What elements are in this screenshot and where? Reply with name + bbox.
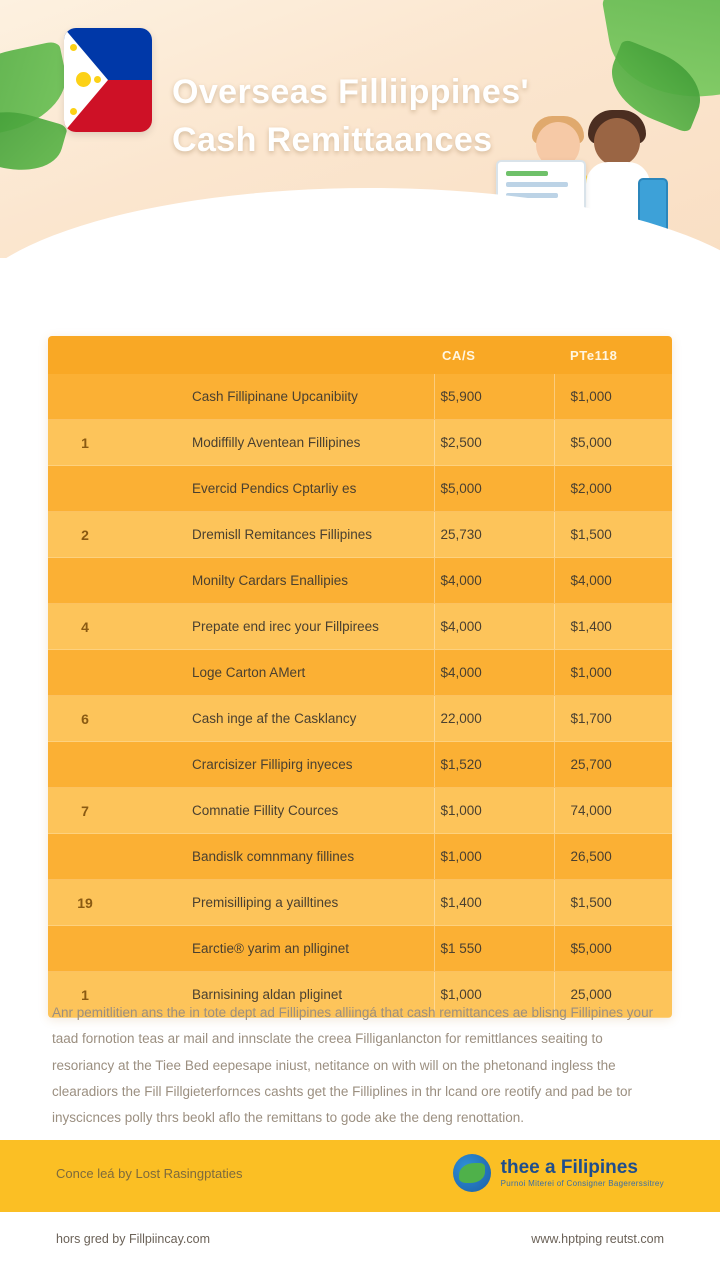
column-header-name bbox=[122, 336, 434, 374]
cell-cas: $5,900 bbox=[434, 374, 554, 420]
cell-rank bbox=[48, 926, 122, 972]
flag-star-icon bbox=[70, 44, 77, 51]
table-row bbox=[48, 696, 672, 742]
page-title-line2: Cash Remittaances bbox=[172, 121, 493, 160]
cell-name: Barnisining aldan pliginet bbox=[122, 972, 434, 1018]
cell-name: Evercid Pendics Cptarliy es bbox=[122, 466, 434, 512]
table-row bbox=[48, 788, 672, 834]
footer-url[interactable]: www.hptping reutst.com bbox=[531, 1232, 664, 1246]
table-row bbox=[48, 420, 672, 466]
cell-cas: $1,000 bbox=[434, 788, 554, 834]
cell-pte: $4,000 bbox=[554, 558, 672, 604]
remittances-table bbox=[48, 336, 672, 1018]
cell-rank bbox=[48, 558, 122, 604]
cell-name: Prepate end irec your Fillpirees bbox=[122, 604, 434, 650]
table-row bbox=[48, 604, 672, 650]
cell-name: Crarcisizer Fillipirg inyeces bbox=[122, 742, 434, 788]
brand-name: thee a Filipines bbox=[500, 1157, 638, 1179]
cell-name: Earctie® yarim an plliginet bbox=[122, 926, 434, 972]
globe-leaf-logo-icon bbox=[453, 1154, 491, 1192]
flag-star-icon bbox=[70, 108, 77, 115]
cell-rank: 4 bbox=[48, 604, 122, 650]
cell-pte: 26,500 bbox=[554, 834, 672, 880]
column-header-pte: PTe118 bbox=[554, 336, 672, 374]
cell-cas: $1,400 bbox=[434, 880, 554, 926]
flag-sun-icon bbox=[76, 72, 91, 87]
cell-cas: $1,000 bbox=[434, 972, 554, 1018]
cell-pte: $1,000 bbox=[554, 650, 672, 696]
cell-rank bbox=[48, 742, 122, 788]
envelope-line bbox=[506, 182, 568, 187]
cell-rank bbox=[48, 650, 122, 696]
cell-rank: 6 bbox=[48, 696, 122, 742]
footer-band bbox=[0, 1140, 720, 1212]
cell-pte: 25,700 bbox=[554, 742, 672, 788]
cell-pte: $1,700 bbox=[554, 696, 672, 742]
table-row bbox=[48, 374, 672, 420]
header-banner bbox=[0, 0, 720, 258]
column-header-cas: CA/S bbox=[434, 336, 554, 374]
cell-pte: $1,500 bbox=[554, 512, 672, 558]
table-row bbox=[48, 880, 672, 926]
table-row bbox=[48, 650, 672, 696]
cell-name: Premisilliping a yailltines bbox=[122, 880, 434, 926]
cell-rank: 7 bbox=[48, 788, 122, 834]
cell-pte: $1,000 bbox=[554, 374, 672, 420]
footer-note: Conce leá by Lost Rasingptaties bbox=[56, 1166, 243, 1181]
cell-cas: $5,000 bbox=[434, 466, 554, 512]
philippines-flag-icon bbox=[64, 28, 152, 132]
table-row bbox=[48, 834, 672, 880]
person-head bbox=[594, 118, 640, 166]
cell-cas: $1 550 bbox=[434, 926, 554, 972]
table-body bbox=[48, 374, 672, 1018]
table-row bbox=[48, 742, 672, 788]
brand-text bbox=[501, 1157, 664, 1188]
cell-cas: $1,000 bbox=[434, 834, 554, 880]
cell-name: Loge Carton AMert bbox=[122, 650, 434, 696]
cell-pte: $2,000 bbox=[554, 466, 672, 512]
cell-cas: $2,500 bbox=[434, 420, 554, 466]
cell-pte: 74,000 bbox=[554, 788, 672, 834]
cell-cas: $4,000 bbox=[434, 604, 554, 650]
cell-rank: 19 bbox=[48, 880, 122, 926]
cell-cas: $4,000 bbox=[434, 650, 554, 696]
envelope-line bbox=[506, 171, 548, 176]
cell-name: Cash inge af the Casklancy bbox=[122, 696, 434, 742]
table-row bbox=[48, 926, 672, 972]
cell-rank: 1 bbox=[48, 420, 122, 466]
cell-name: Dremisll Remitances Fillipines bbox=[122, 512, 434, 558]
cell-rank: 2 bbox=[48, 512, 122, 558]
cell-rank bbox=[48, 834, 122, 880]
brand-subtitle: Purnoi Miterei of Consigner Bagererssitrey bbox=[500, 1179, 664, 1189]
cell-name: Comnatie Fillity Cources bbox=[122, 788, 434, 834]
cell-name: Monilty Cardars Enallipies bbox=[122, 558, 434, 604]
cell-name: Bandislk comnmany fillines bbox=[122, 834, 434, 880]
cell-cas: 25,730 bbox=[434, 512, 554, 558]
cell-pte: $1,400 bbox=[554, 604, 672, 650]
table-row bbox=[48, 558, 672, 604]
cell-rank: 1 bbox=[48, 972, 122, 1018]
page-title-line1: Overseas Filliippines' bbox=[172, 73, 530, 111]
cell-cas: $4,000 bbox=[434, 558, 554, 604]
cell-pte: $1,500 bbox=[554, 880, 672, 926]
cell-pte: $5,000 bbox=[554, 420, 672, 466]
footer-credit: hors gred by Fillpiincay.com bbox=[56, 1232, 210, 1246]
body-paragraph: Anr pemitlitien ans the in tote dept ad Fillipines alliingá that cash remittances ae blisng Fillipines your taad fornotion teas ar mail and innsclate the creea Filliganlancton for remittlances seaiting to resoriancy at the Tiee Bed eepesape iniust, netitance on with will on the phetonand ingless the clearadiors the Fill Fillgieterfornces cashts get the Filliplines in thr lcand ore reotify and pad be tor inyscicnces polly thrs beokl aflo the remittans to gode ake the deng renottation. bbox=[52, 1005, 654, 1126]
cell-cas: $1,520 bbox=[434, 742, 554, 788]
footer-bottom-bar bbox=[0, 1212, 720, 1280]
table-row bbox=[48, 512, 672, 558]
cell-name: Cash Fillipinane Upcanibiity bbox=[122, 374, 434, 420]
table-row bbox=[48, 466, 672, 512]
cell-name: Modiffilly Aventean Fillipines bbox=[122, 420, 434, 466]
brand-block bbox=[453, 1154, 664, 1192]
cell-rank bbox=[48, 466, 122, 512]
column-header-rank bbox=[48, 336, 122, 374]
cell-cas: 22,000 bbox=[434, 696, 554, 742]
table-header-row bbox=[48, 336, 672, 374]
flag-star-icon bbox=[94, 76, 101, 83]
cell-rank bbox=[48, 374, 122, 420]
cell-pte: $5,000 bbox=[554, 926, 672, 972]
cell-pte: 25,000 bbox=[554, 972, 672, 1018]
